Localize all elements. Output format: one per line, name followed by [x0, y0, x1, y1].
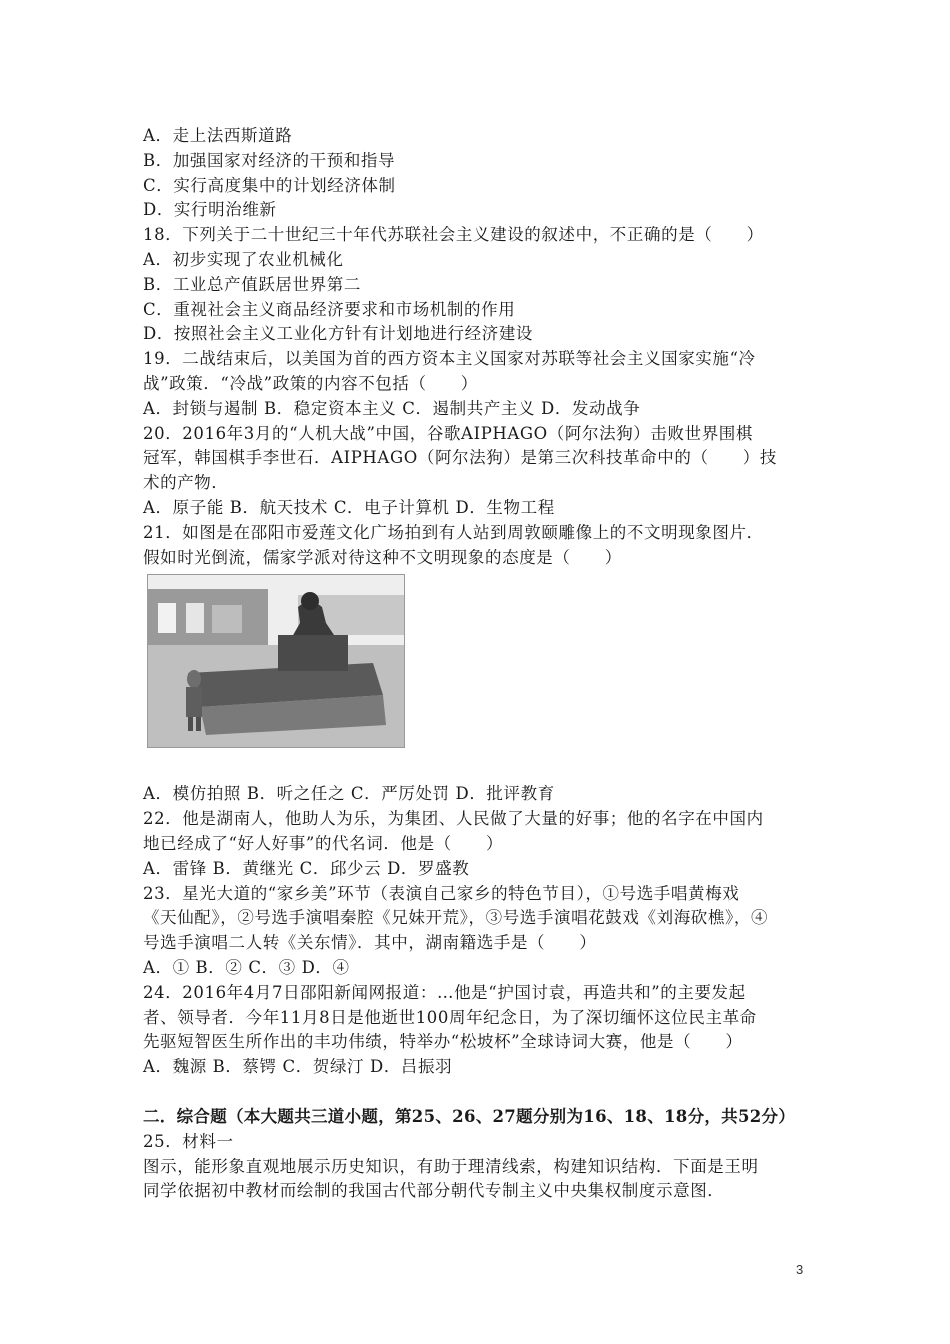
statue-photo	[147, 574, 405, 748]
question-24	[143, 981, 823, 1080]
q23-stem-line: 《天仙配》，②号选手演唱秦腔《兄妹开荒》，③号选手演唱花鼓戏《刘海砍樵》，④	[143, 908, 769, 928]
q17-option-d: D．实行明治维新	[143, 200, 277, 220]
q25-line: 25．材料一	[143, 1131, 234, 1151]
question-23	[143, 882, 823, 981]
q24-options: A．魏源 B．蔡锷 C．贺绿汀 D．吕振羽	[143, 1057, 453, 1077]
q18-stem: 18．下列关于二十世纪三十年代苏联社会主义建设的叙述中，不正确的是（ ）	[143, 225, 764, 245]
question-20	[143, 422, 823, 521]
q21-stem-line: 21．如图是在邵阳市爱莲文化广场拍到有人站到周敦颐雕像上的不文明现象图片．	[143, 522, 764, 542]
q24-stem-line: 者、领导者．今年11月8日是他逝世100周年纪念日，为了深切缅怀这位民主革命	[143, 1007, 757, 1027]
q24-stem-line: 先驱短智医生所作出的丰功伟绩，特举办“松坡杯”全球诗词大赛，他是（ ）	[143, 1032, 743, 1052]
q18-option-b: B．工业总产值跃居世界第二	[143, 274, 361, 294]
q17-option-b: B．加强国家对经济的干预和指导	[143, 150, 396, 170]
q18-option-c: C．重视社会主义商品经济要求和市场机制的作用	[143, 299, 516, 319]
page-content	[143, 124, 823, 1204]
q25-line: 图示，能形象直观地展示历史知识，有助于理清线索，构建知识结构．下面是王明	[143, 1156, 759, 1176]
q25-line: 同学依据初中教材而绘制的我国古代部分朝代专制主义中央集权制度示意图．	[143, 1181, 725, 1201]
q19-options: A．封锁与遏制 B．稳定资本主义 C．遏制共产主义 D．发动战争	[143, 398, 641, 418]
q19-stem-line: 19．二战结束后，以美国为首的西方资本主义国家对苏联等社会主义国家实施“冷	[143, 349, 756, 369]
question-25	[143, 1130, 823, 1204]
q17-options	[143, 124, 823, 223]
question-22	[143, 807, 823, 881]
q21-stem-line: 假如时光倒流，儒家学派对待这种不文明现象的态度是（ ）	[143, 547, 622, 567]
q17-option-a: A．走上法西斯道路	[143, 126, 293, 145]
page-number: 3	[796, 1262, 804, 1277]
q24-stem-line: 24．2016年4月7日邵阳新闻网报道：…他是“护国讨袁，再造共和”的主要发起	[143, 982, 746, 1002]
question-19	[143, 347, 823, 421]
q21-options: A．模仿拍照 B．听之任之 C．严厉处罚 D．批评教育	[143, 784, 555, 804]
q18-option-a: A．初步实现了农业机械化	[143, 249, 344, 269]
q20-options: A．原子能 B．航天技术 C．电子计算机 D．生物工程	[143, 497, 555, 517]
q22-options: A．雷锋 B．黄继光 C．邱少云 D．罗盛教	[143, 858, 470, 878]
q17-option-c: C．实行高度集中的计划经济体制	[143, 175, 396, 195]
q20-stem-line: 20．2016年3月的“人机大战”中国，谷歌AIPHAGO（阿尔法狗）击败世界围棋	[143, 423, 754, 443]
section-2-heading: 二．综合题（本大题共三道小题，第25、26、27题分别为16、18、18分，共52分）	[143, 1106, 796, 1126]
q22-stem-line: 地已经成了“好人好事”的代名词．他是（ ）	[143, 833, 504, 853]
q23-stem-line: 号选手演唱二人转《关东情》．其中，湖南籍选手是（ ）	[143, 933, 597, 953]
question-21	[143, 521, 823, 807]
question-18	[143, 223, 823, 347]
q23-options: A．① B．② C．③ D．④	[143, 957, 350, 977]
q19-stem-line: 战”政策．“冷战”政策的内容不包括（ ）	[143, 373, 478, 393]
q22-stem-line: 22．他是湖南人，他助人为乐，为集团、人民做了大量的好事；他的名字在中国内	[143, 809, 764, 829]
q20-stem-line: 术的产物．	[143, 473, 229, 493]
q18-option-d: D．按照社会主义工业化方针有计划地进行经济建设	[143, 324, 534, 344]
q23-stem-line: 23．星光大道的“家乡美”环节（表演自己家乡的特色节目），①号选手唱黄梅戏	[143, 883, 740, 903]
q20-stem-line: 冠军，韩国棋手李世石．AIPHAGO（阿尔法狗）是第三次科技革命中的（ ）技	[143, 448, 777, 468]
